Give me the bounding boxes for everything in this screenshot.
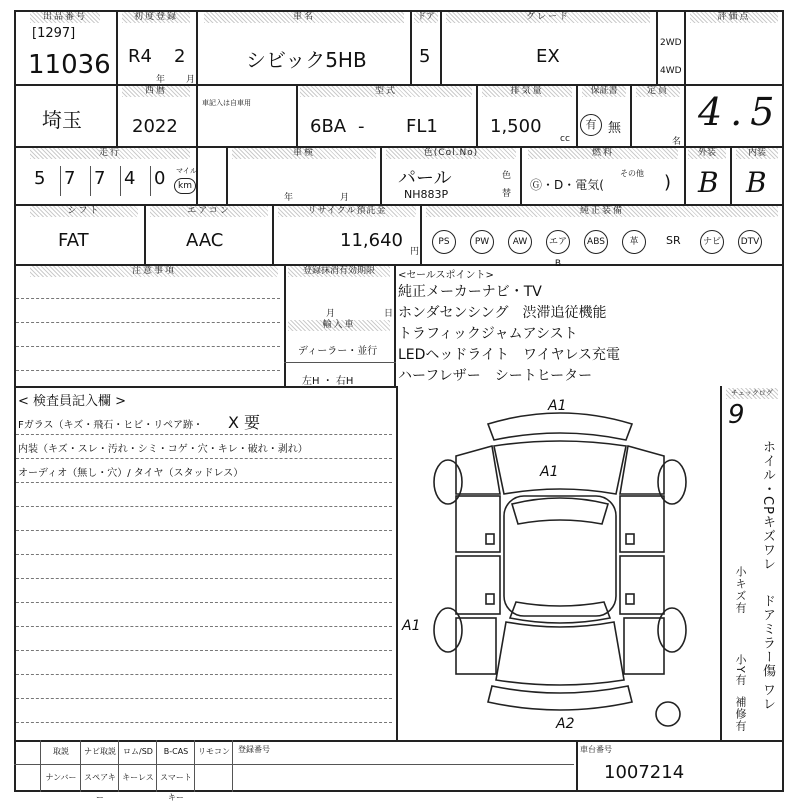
lot-bracket: [1297] (32, 26, 76, 41)
equip-navi: ナビ (700, 230, 724, 254)
wheel-fl (434, 460, 462, 504)
check-manual: 取説 (53, 747, 69, 756)
car-name-label: 車名 (204, 12, 404, 23)
check-smart-key: スマートキー (160, 773, 192, 802)
shift: FAT (58, 230, 89, 251)
equip-ps: PS (432, 230, 456, 254)
side-note: ドアミラー傷 ワレ (760, 594, 775, 712)
exterior-label: 外装 (688, 148, 726, 159)
caution-label: 注意事項 (30, 266, 278, 277)
warranty-yes: 有 (580, 114, 602, 136)
inspector-title: < 検査員記入欄 > (18, 394, 127, 409)
cc-label: 排気量 (482, 86, 572, 97)
trunk-shape (496, 622, 624, 685)
sales-label: <セールスポイント> (398, 270, 494, 281)
reg-no-label: 登録番号 (238, 745, 270, 754)
eval-label: 評価点 (690, 12, 778, 23)
interior-grade: B (746, 166, 767, 199)
color-change-2: 替 (502, 189, 512, 199)
model-note: 車記入は自車用 (202, 99, 251, 107)
sales-points (398, 282, 620, 387)
mark-front: A1 (548, 398, 567, 414)
equip-abs: ABS (584, 230, 608, 254)
side-note: 小キズ有 (734, 566, 747, 614)
fuel-options: Ⓖ・D・電気( (530, 178, 604, 192)
side-note: 小Y有 (734, 654, 747, 686)
color-change-1: 色 (502, 171, 512, 181)
check-bcas: B-CAS (163, 747, 189, 756)
capacity-label: 定員 (636, 86, 680, 97)
reg-month: 月 (326, 309, 336, 319)
roof-shape (504, 496, 616, 616)
equip-label: 純正装備 (426, 206, 778, 217)
equip-aw: AW (508, 230, 532, 254)
sales-point: LEDヘッドライト ワイヤレス充電 (398, 347, 621, 363)
equip-airbag: エアB (546, 230, 570, 254)
month-suffix: 月 (186, 75, 196, 85)
rear-window-shape (510, 602, 610, 623)
door-count: 5 (419, 46, 431, 67)
steering-option: 左H ・ 右H (302, 376, 354, 387)
dealer-option: ディーラー・並行 (298, 346, 378, 357)
inspector-line: オーディオ（無し・穴）/ タイヤ（スタッドレス） (18, 468, 244, 479)
western-label: 西暦 (122, 86, 190, 97)
check-spare-key: スペアキー (84, 773, 116, 802)
shift-label: シフト (30, 206, 138, 217)
door-label: ドア (414, 12, 438, 23)
displacement: 1,500 (490, 116, 542, 137)
check-plate: ナンバー (45, 773, 77, 782)
mileage-unit-km: km (174, 178, 196, 194)
check-remote: リモコン (198, 747, 230, 756)
grade-label: グレード (446, 12, 650, 23)
reg-expiry-label: 登録抹消有効期限 (288, 266, 390, 277)
model-dash: - (358, 116, 365, 137)
reg-day: 日 (384, 309, 394, 319)
check-navi-manual: ナビ取説 (84, 747, 116, 756)
car-name: シビック5HB (246, 48, 367, 72)
model-code: FL1 (406, 116, 438, 137)
wheel-rr (658, 608, 686, 652)
chassis-label: 車台番号 (580, 745, 612, 754)
left-rear-door (456, 556, 500, 614)
model-prefix: 6BA (310, 116, 347, 137)
mark-rear: A2 (556, 716, 575, 732)
sales-point: 純正メーカーナビ・TV (398, 284, 542, 300)
mileage-digit: 7 (64, 168, 76, 189)
western-year: 2022 (132, 116, 178, 137)
rear-bumper-shape (488, 686, 632, 710)
check-keyless: キーレス (122, 773, 154, 782)
eval-score: 4.5 (698, 90, 783, 134)
fuel-other: その他 (620, 169, 644, 178)
mileage-digit: 4 (124, 168, 136, 189)
inspector-line: Fガラス（キズ・飛石・ヒビ・リペア跡・ (18, 420, 204, 431)
equip-dtv: DTV (738, 230, 762, 254)
mileage-unit-mile: マイル (176, 167, 197, 175)
lot-number: 11036 (28, 50, 111, 80)
recycle-label: リサイクル預託金 (278, 206, 416, 217)
lot-label: 出品番号 (30, 12, 100, 23)
chassis-number: 1007214 (604, 762, 685, 783)
color-code: NH883P (404, 188, 449, 201)
drive-4wd: 4WD (660, 66, 682, 76)
fuel-close: ) (664, 172, 672, 193)
recycle-unit: 円 (410, 247, 420, 257)
import-label: 輸入車 (288, 320, 390, 331)
era-year: R4 (128, 46, 152, 67)
windshield-shape (512, 498, 608, 524)
car-damage-diagram (420, 396, 700, 736)
mileage-label: 走行 (30, 148, 190, 159)
cc-unit: cc (560, 134, 570, 144)
grade: EX (536, 46, 560, 67)
sales-point: ホンダセンシング 渋滞追従機能 (398, 305, 607, 321)
sales-point: トラフィックジャムアシスト (398, 326, 578, 342)
mark-hood: A1 (540, 464, 559, 480)
left-front-fender (456, 446, 500, 494)
equip-sunroof: SR (666, 234, 681, 247)
first-reg-label: 初度登録 (122, 12, 190, 23)
mileage-digit: 7 (94, 168, 106, 189)
ac-label: エアコン (150, 206, 268, 217)
model-label: 型式 (300, 86, 472, 97)
mileage-digit: 5 (34, 168, 46, 189)
recycle-fee: 11,640 (340, 230, 403, 251)
reg-month: 2 (174, 46, 186, 67)
right-front-fender (620, 446, 664, 494)
checklog-label: チェックログ (726, 388, 778, 399)
fuel-label: 燃料 (528, 148, 678, 159)
glass-note: X 要 (228, 413, 261, 432)
equip-leather: 革 (622, 230, 646, 254)
side-note: 補修有 (734, 696, 747, 732)
mileage-digit: 0 (154, 168, 166, 189)
drive-2wd: 2WD (660, 38, 682, 48)
wheel-rl (434, 608, 462, 652)
inspector-line: 内装（キズ・スレ・汚れ・シミ・コゲ・穴・キレ・破れ・剥れ） (18, 444, 308, 455)
warranty-label: 保証書 (582, 86, 626, 97)
prefecture: 埼玉 (42, 108, 82, 132)
inspection-year: 年 (284, 193, 294, 203)
exterior-grade: B (698, 166, 719, 199)
sales-point: ハーフレザー シートヒーター (398, 368, 593, 384)
hood-shape (494, 441, 626, 494)
year-suffix: 年 (156, 75, 166, 85)
mileage-digits (34, 164, 174, 196)
side-top-number: 9 (728, 400, 745, 430)
mark-left: A1 (402, 618, 421, 634)
spare-tire (656, 702, 680, 726)
wheel-fr (658, 460, 686, 504)
ac: AAC (186, 230, 224, 251)
front-bumper-shape (488, 413, 632, 440)
color-label: 色(Col.No) (386, 148, 516, 159)
warranty-no: 無 (608, 121, 622, 136)
equip-pw: PW (470, 230, 494, 254)
capacity-unit: 名 (672, 137, 682, 147)
interior-label: 内装 (736, 148, 778, 159)
right-rear-door (620, 556, 664, 614)
color: パール (398, 168, 452, 189)
side-note: ホイル・CPキズワレ (760, 440, 775, 571)
inspection-month: 月 (340, 193, 350, 203)
check-rom-sd: ロム/SD (123, 747, 153, 756)
inspection-label: 車検 (232, 148, 376, 159)
